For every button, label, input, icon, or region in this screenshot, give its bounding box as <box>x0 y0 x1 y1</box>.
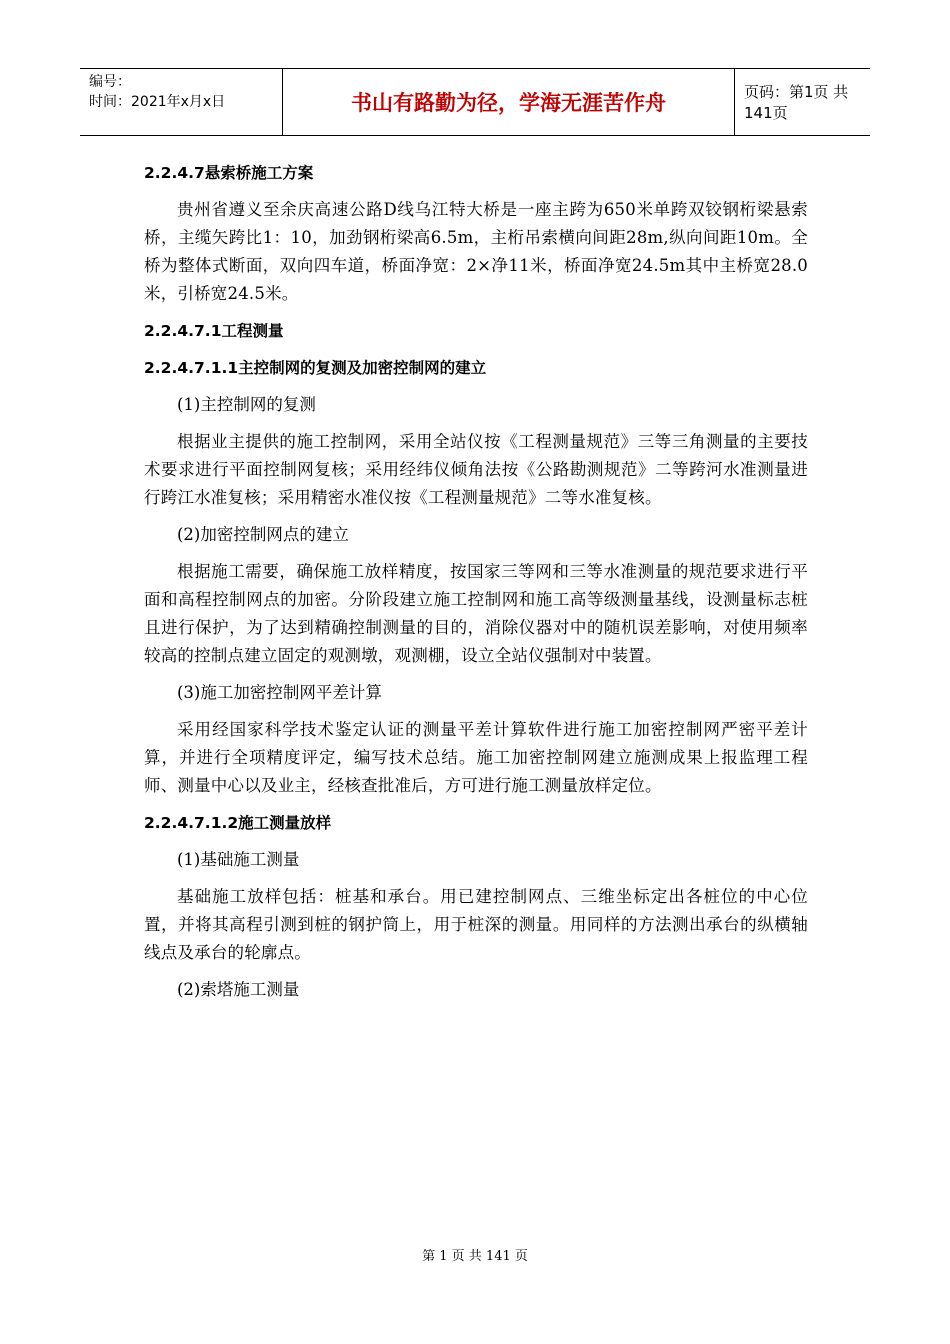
header-page-info: 页码：第1页 共141页 <box>744 83 849 122</box>
header-motto: 书山有路勤为径，学海无涯苦作舟 <box>283 69 735 135</box>
paragraph: 根据施工需要，确保施工放样精度，按国家三等网和三等水准测量的规范要求进行平面和高程控制网点的加密。分阶段建立施工控制网和施工高等级测量基线，设测量标志桩且进行保护，为了达到精确控制测量的目的，消除仪器对中的随机误差影响，对使用频率较高的控制点建立固定的观测墩，观测棚，设立全站仪强制对中装置。 <box>144 562 808 665</box>
subsection-title: (2)加密控制网点的建立 <box>177 525 349 544</box>
time-label: 时间：2021年x月x日 <box>89 94 226 110</box>
section-heading: 2.2.4.7.1.1主控制网的复测及加密控制网的建立 <box>144 359 487 377</box>
page-footer: 第 1 页 共 141 页 <box>422 1249 528 1264</box>
code-label: 编号： <box>89 74 131 90</box>
paragraph: 采用经国家科学技术鉴定认证的测量平差计算软件进行施工加密控制网严密平差计算，并进行全项精度评定，编写技术总结。施工加密控制网建立施测成果上报监理工程师、测量中心以及业主，经核查批准后，方可进行施工测量放样定位。 <box>144 720 808 795</box>
subsection-title: (3)施工加密控制网平差计算 <box>177 683 382 702</box>
paragraph: 基础施工放样包括：桩基和承台。用已建控制网点、三维坐标定出各桩位的中心位置，并将其高程引测到桩的钢护筒上，用于桩深的测量。用同样的方法测出承台的纵横轴线点及承台的轮廓点。 <box>144 887 808 962</box>
header-meta <box>80 69 283 135</box>
subsection-title: (1)基础施工测量 <box>177 850 300 869</box>
section-heading: 2.2.4.7悬索桥施工方案 <box>144 164 314 182</box>
document-body <box>144 150 808 1013</box>
section-heading: 2.2.4.7.1工程测量 <box>144 322 284 340</box>
paragraph: 根据业主提供的施工控制网，采用全站仪按《工程测量规范》三等三角测量的主要技术要求进行平面控制网复核；采用经纬仪倾角法按《公路勘测规范》二等跨河水准测量进行跨江水准复核；采用精密水准仪按《工程测量规范》二等水准复核。 <box>144 432 808 507</box>
section-heading: 2.2.4.7.1.2施工测量放样 <box>144 814 332 832</box>
paragraph: 贵州省遵义至余庆高速公路D线乌江特大桥是一座主跨为650米单跨双铰钢桁梁悬索桥，主缆矢跨比1：10，加劲钢桁梁高6.5m，主桁吊索横向间距28m,纵向间距10m。全桥为整体式断面，双向四车道，桥面净宽：2×净11米，桥面净宽24.5m其中主桥宽28.0米，引桥宽24.5米。 <box>144 200 808 303</box>
subsection-title: (1)主控制网的复测 <box>177 395 316 414</box>
subsection-title: (2)索塔施工测量 <box>177 980 300 999</box>
page-header <box>80 68 870 136</box>
